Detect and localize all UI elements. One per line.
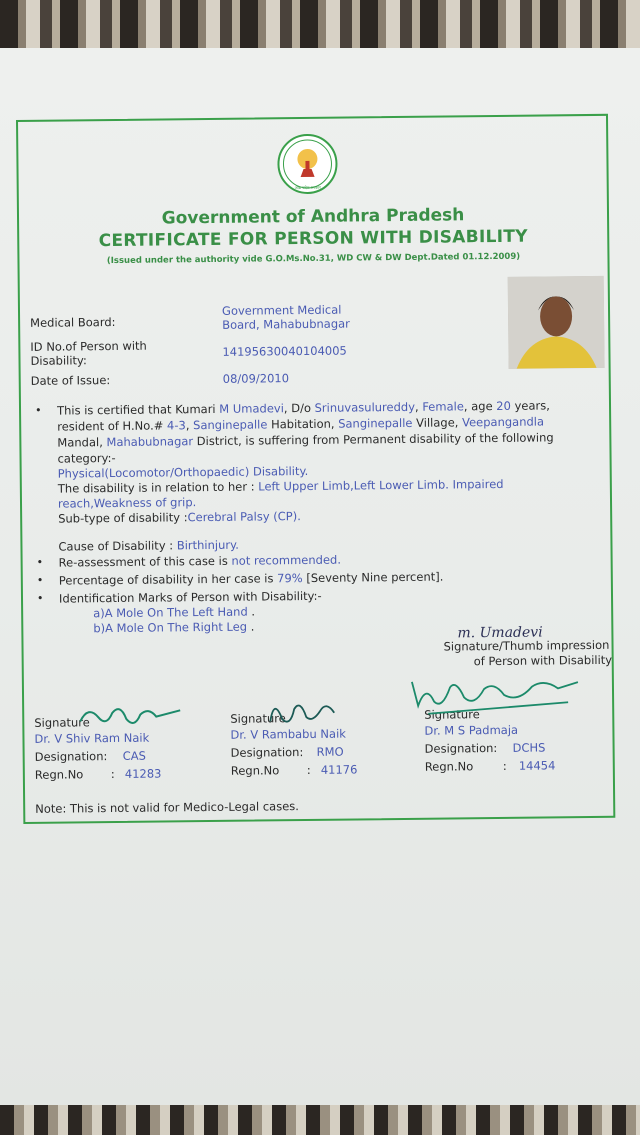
relation-line-1: The disability is in relation to her : Left Upper Limb,Left Lower Limb. Impaired bbox=[57, 476, 504, 496]
para-line-3: Mandal, Mahabubnagar District, is suffering from Permanent disability of the following bbox=[57, 430, 554, 450]
certificate-title: CERTIFICATE FOR PERSON WITH DISABILITY bbox=[98, 226, 528, 252]
government-title: Government of Andhra Pradesh bbox=[161, 205, 465, 229]
medical-board-label: Medical Board: bbox=[30, 314, 116, 330]
regn-colon: : bbox=[110, 767, 115, 782]
signature-label: Signature bbox=[424, 707, 480, 722]
svg-text:m. Umadevi: m. Umadevi bbox=[457, 624, 543, 642]
date-value: 08/09/2010 bbox=[222, 371, 290, 386]
mark-a-line: a)A Mole On The Left Hand . bbox=[93, 604, 256, 621]
regn-colon: : bbox=[306, 762, 311, 777]
medical-board-value-1: Government Medical bbox=[221, 302, 342, 318]
doctor-name: Dr. V Rambabu Naik bbox=[230, 726, 346, 742]
thumb-label-1: Signature/Thumb impression bbox=[443, 637, 610, 654]
gender: Female bbox=[422, 399, 464, 414]
father-name: Srinuvasulureddy bbox=[314, 399, 416, 415]
doctor-signature-2 bbox=[264, 693, 344, 730]
designation-label: Designation: bbox=[34, 749, 108, 764]
doctor-signature-3 bbox=[408, 672, 584, 718]
medical-board-value-2: Board, Mahabubnagar bbox=[222, 316, 350, 332]
para-line-1: This is certified that Kumari M Umadevi, D/o Srinuvasulureddy, Female, age 20 years, bbox=[56, 398, 550, 418]
regn-label: Regn.No bbox=[230, 763, 280, 778]
authority-line: (Issued under the authority vide G.O.Ms.No.31, WD CW & DW Dept.Dated 01.12.2009) bbox=[106, 251, 521, 267]
doctor-name: Dr. V Shiv Ram Naik bbox=[34, 730, 150, 746]
bullet-3: • bbox=[36, 573, 44, 587]
emblem-text: आंध्र प्रदेश सरकार bbox=[294, 184, 321, 191]
regn-value: 14454 bbox=[518, 758, 556, 773]
reassessment-line: Re-assessment of this case is not recommended. bbox=[58, 552, 342, 570]
regn-value: 41176 bbox=[320, 762, 358, 777]
subtype-line: Sub-type of disability :Cerebral Palsy (CP). bbox=[58, 509, 301, 526]
id-label-1: ID No.of Person with bbox=[30, 338, 147, 354]
mark-b-line: b)A Mole On The Right Leg . bbox=[93, 619, 255, 636]
designation-value: CAS bbox=[122, 748, 146, 763]
para-line-4: category:- bbox=[57, 450, 116, 466]
designation-label: Designation: bbox=[424, 740, 498, 756]
certificate-frame bbox=[16, 114, 615, 824]
fabric-background-bottom bbox=[0, 1105, 640, 1135]
percentage-line: Percentage of disability in her case is 79% [Seventy Nine percent]. bbox=[58, 569, 444, 588]
doctor-name: Dr. M S Padmaja bbox=[424, 722, 519, 738]
disability-category: Physical(Locomotor/Orthopaedic) Disability. bbox=[57, 463, 309, 481]
marks-label: Identification Marks of Person with Disability:- bbox=[58, 588, 322, 606]
date-label: Date of Issue: bbox=[30, 373, 111, 388]
relation-line-2: reach,Weakness of grip. bbox=[57, 495, 197, 511]
id-label-2: Disability: bbox=[30, 353, 87, 368]
designation-value: DCHS bbox=[512, 740, 546, 755]
regn-value: 41283 bbox=[124, 766, 162, 781]
bullet-2: • bbox=[36, 555, 44, 569]
person-name: M Umadevi bbox=[219, 401, 284, 416]
designation-value: RMO bbox=[316, 744, 344, 759]
person-photo bbox=[508, 276, 605, 369]
para-line-2: resident of H.No.# 4-3, Sanginepalle Habitation, Sanginepalle Village, Veepangandla bbox=[57, 414, 545, 434]
doctor-signature-1 bbox=[76, 698, 186, 733]
cause-line: Cause of Disability : Birthinjury. bbox=[58, 537, 239, 554]
bullet-1: • bbox=[34, 403, 42, 417]
signature-label: Signature bbox=[230, 711, 286, 726]
thumb-label-2: of Person with Disability bbox=[473, 652, 613, 669]
regn-label: Regn.No bbox=[424, 759, 474, 774]
regn-label: Regn.No bbox=[34, 767, 84, 782]
signature-label: Signature bbox=[34, 715, 90, 730]
age: 20 bbox=[496, 398, 511, 413]
designation-label: Designation: bbox=[230, 745, 304, 760]
state-emblem-icon bbox=[276, 133, 339, 196]
regn-colon: : bbox=[502, 758, 507, 773]
legal-note: Note: This is not valid for Medico-Legal cases. bbox=[35, 799, 299, 816]
id-value: 14195630040104005 bbox=[222, 343, 347, 359]
bullet-4: • bbox=[36, 591, 44, 605]
